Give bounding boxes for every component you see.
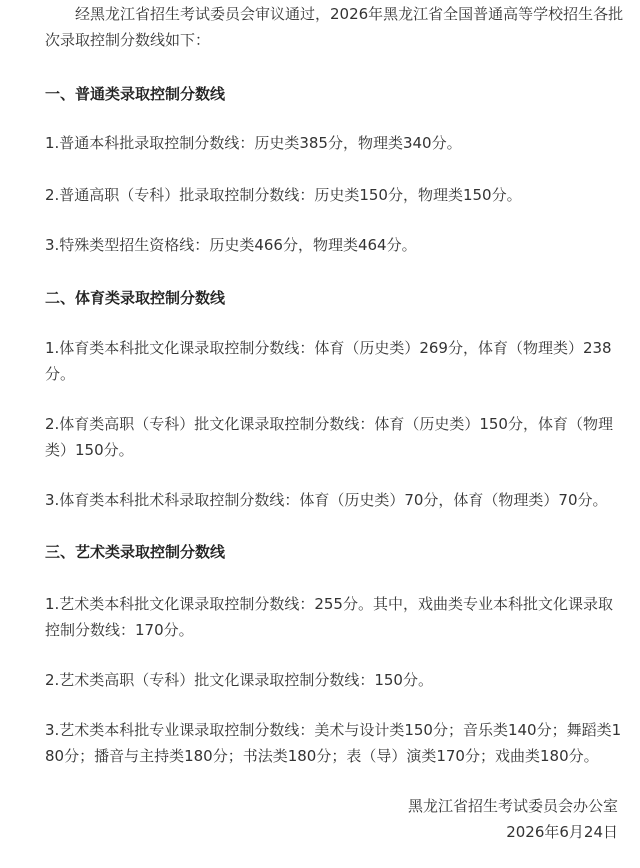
section-3-item-2: 2.艺术类高职（专科）批文化课录取控制分数线：150分。 bbox=[45, 671, 433, 689]
section-1-item-3: 3.特殊类型招生资格线：历史类466分，物理类464分。 bbox=[45, 236, 417, 254]
section-3-heading: 三、艺术类录取控制分数线 bbox=[45, 543, 226, 561]
section-3-item-3: 3.艺术类本科批专业课录取控制分数线：美术与设计类150分；音乐类140分；舞蹈类180分；播音与主持类180分；书法类180分；表（导）演类170分；戏曲类180分。 bbox=[45, 721, 622, 765]
signature-organization: 黑龙江省招生考试委员会办公室 bbox=[407, 797, 618, 815]
section-1-heading: 一、普通类录取控制分数线 bbox=[45, 85, 226, 103]
intro-paragraph: 经黑龙江省招生考试委员会审议通过，2026年黑龙江省全国普通高等学校招生各批次录取控制分数线如下： bbox=[45, 5, 624, 49]
section-1-item-2: 2.普通高职（专科）批录取控制分数线：历史类150分，物理类150分。 bbox=[45, 186, 522, 204]
section-2-item-2: 2.体育类高职（专科）批文化课录取控制分数线：体育（历史类）150分，体育（物理类）150分。 bbox=[45, 415, 613, 459]
signature-date: 2026年6月24日 bbox=[506, 823, 618, 841]
section-2-item-1: 1.体育类本科批文化课录取控制分数线：体育（历史类）269分，体育（物理类）238分。 bbox=[45, 339, 612, 383]
section-2-heading: 二、体育类录取控制分数线 bbox=[45, 289, 226, 307]
section-3-item-1: 1.艺术类本科批文化课录取控制分数线：255分。其中，戏曲类专业本科批文化课录取控制分数线：170分。 bbox=[45, 595, 613, 639]
section-2-item-3: 3.体育类本科批术科录取控制分数线：体育（历史类）70分，体育（物理类）70分。 bbox=[45, 491, 608, 509]
section-1-item-1: 1.普通本科批录取控制分数线：历史类385分，物理类340分。 bbox=[45, 134, 462, 152]
